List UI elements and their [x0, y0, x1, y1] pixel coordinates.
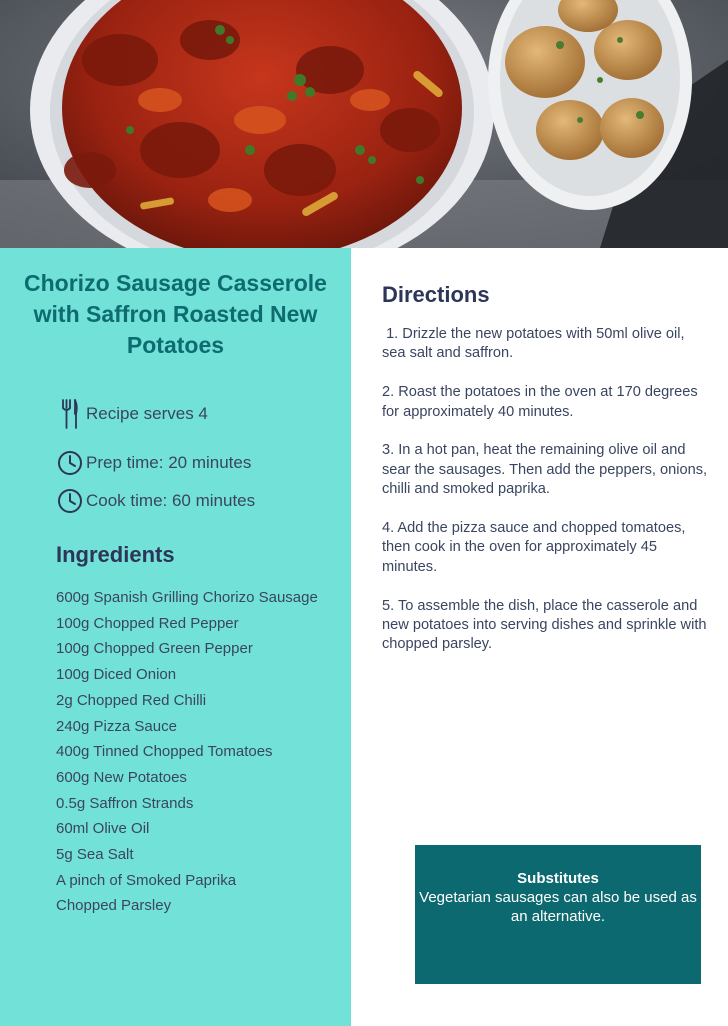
- ingredients-list: [56, 585, 318, 919]
- substitutes-heading: Substitutes: [517, 870, 599, 887]
- serves-text: Recipe serves 4: [86, 404, 208, 423]
- direction-step: 5. To assemble the dish, place the casserole and new potatoes into serving dishes and sprinkle with chopped parsley.: [382, 597, 707, 653]
- direction-step: 3. In a hot pan, heat the remaining olive oil and sear the sausages. Then add the peppers, onions, chilli and smoked paprika.: [382, 442, 708, 498]
- cook-time-text: Cook time: 60 minutes: [86, 491, 256, 510]
- direction-step: 4. Add the pizza sauce and chopped tomatoes, then cook in the oven for approximately 45 minutes.: [382, 520, 686, 575]
- direction-step: 2. Roast the potatoes in the oven at 170 degrees for approximately 40 minutes.: [382, 384, 698, 420]
- list-item: 60ml Olive Oil: [56, 820, 150, 838]
- list-item: 400g Tinned Chopped Tomatoes: [56, 743, 273, 761]
- recipe-info-panel: [0, 248, 351, 1026]
- list-item: 240g Pizza Sauce: [56, 717, 177, 735]
- cutlery-icon: [56, 398, 84, 430]
- list-item: 100g Chopped Red Pepper: [56, 614, 239, 632]
- substitutes-box: [415, 845, 701, 984]
- list-item: A pinch of Smoked Paprika: [56, 871, 237, 889]
- list-item: 2g Chopped Red Chilli: [56, 691, 207, 709]
- list-item: 600g Spanish Grilling Chorizo Sausage: [56, 589, 318, 606]
- serves-row: [56, 398, 208, 430]
- food-illustration: [0, 0, 728, 248]
- directions-panel: [351, 248, 728, 1026]
- list-item: 5g Sea Salt: [56, 846, 134, 864]
- list-item: 600g New Potatoes: [56, 768, 187, 786]
- ingredients-heading: Ingredients: [56, 542, 175, 567]
- list-item: 100g Diced Onion: [56, 666, 177, 684]
- list-item: Chopped Parsley: [56, 897, 172, 915]
- prep-time-text: Prep time: 20 minutes: [86, 453, 252, 472]
- directions-steps: [382, 325, 712, 674]
- clock-icon: [56, 447, 84, 479]
- hero-food-image: [0, 0, 728, 248]
- cook-time-row: [56, 485, 255, 517]
- clock-icon: [56, 485, 84, 517]
- prep-time-row: [56, 447, 251, 479]
- recipe-title: Chorizo Sausage Casserole with Saffron Roasted New Potatoes: [24, 270, 327, 358]
- direction-step: 1. Drizzle the new potatoes with 50ml olive oil, sea salt and saffron.: [382, 326, 689, 362]
- directions-heading: Directions: [382, 282, 490, 307]
- list-item: 100g Chopped Green Pepper: [56, 640, 253, 658]
- list-item: 0.5g Saffron Strands: [56, 794, 194, 812]
- substitutes-text: Vegetarian sausages can also be used as an alternative.: [419, 889, 697, 925]
